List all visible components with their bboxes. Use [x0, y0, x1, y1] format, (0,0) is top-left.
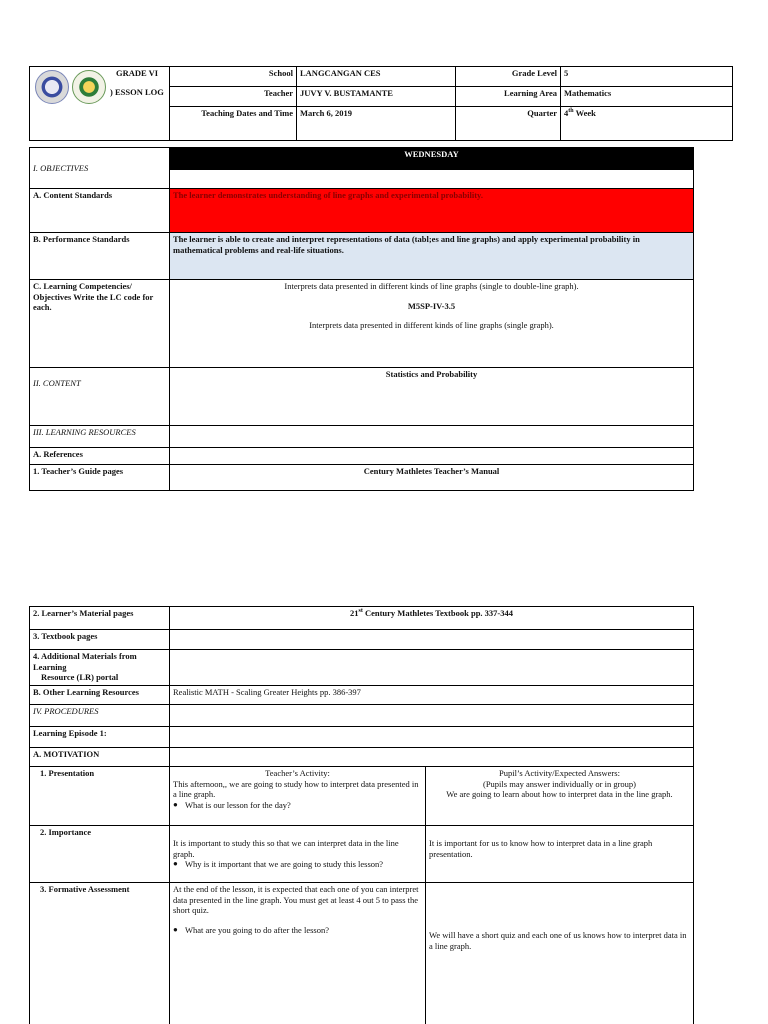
- teachers-guide-value: Century Mathletes Teacher’s Manual: [170, 465, 694, 491]
- additional-materials-empty: [170, 650, 694, 686]
- header-table: [29, 66, 733, 141]
- learners-material-value: 21st Century Mathletes Textbook pp. 337-344: [170, 607, 694, 630]
- quarter-label: Quarter: [456, 107, 561, 141]
- learning-area-label: Learning Area: [456, 87, 561, 107]
- importance-question: ● Why is it important that we are going to study this lesson?: [173, 859, 422, 870]
- resources-empty: [170, 426, 694, 448]
- presentation-teacher-text: This afternoon,, we are going to study how to interpret data presented in a line graph.: [173, 778, 419, 800]
- competency-1: Interprets data presented in different kinds of line graphs (single to double-line graph).: [284, 281, 579, 291]
- learning-area-value: Mathematics: [561, 87, 733, 107]
- motivation-empty: [170, 748, 694, 767]
- day-spacer: [170, 170, 694, 189]
- textbook-label: 3. Textbook pages: [30, 630, 170, 650]
- objectives-heading: I. OBJECTIVES: [30, 148, 170, 189]
- procedures-heading: IV. PROCEDURES: [30, 705, 170, 727]
- content-heading: II. CONTENT: [30, 368, 170, 426]
- learning-episode-empty: [170, 727, 694, 748]
- grade-title: GRADE VI: [116, 68, 159, 78]
- dates-value: March 6, 2019: [297, 107, 456, 141]
- competency-2: Interprets data presented in different kinds of line graphs (single graph).: [309, 320, 554, 331]
- teacher-value: JUVY V. BUSTAMANTE: [297, 87, 456, 107]
- performance-standards-label: B. Performance Standards: [30, 233, 170, 280]
- formative-teacher-text: At the end of the lesson, it is expected that each one of you can interpret data presented in the line graph. You must get at least 4 out 5 to pass the short quiz.: [173, 884, 419, 916]
- school-label: School: [170, 67, 297, 87]
- other-resources-label: B. Other Learning Resources: [30, 686, 170, 705]
- teachers-guide-label: 1. Teacher’s Guide pages: [30, 465, 170, 491]
- importance-teacher-cell: [170, 826, 426, 883]
- grade-level-label: Grade Level: [456, 67, 561, 87]
- additional-materials-label: 4. Additional Materials from Learning Resource (LR) portal: [30, 650, 170, 686]
- content-value: Statistics and Probability: [170, 368, 694, 426]
- learning-episode-label: Learning Episode 1:: [30, 727, 170, 748]
- presentation-label: 1. Presentation: [30, 767, 170, 826]
- competencies-label: C. Learning Competencies/ Objectives Write the LC code for each.: [30, 280, 170, 368]
- formative-teacher-cell: [170, 883, 426, 1024]
- performance-standards-value: The learner is able to create and interpret representations of data (tabl;es and line graphs) and apply experimental probability in mathematical problems and real-life situations.: [170, 233, 694, 280]
- pupil-activity-heading: Pupil’s Activity/Expected Answers:: [499, 768, 620, 778]
- objectives-table: [29, 147, 694, 491]
- presentation-question: ● What is our lesson for the day?: [173, 800, 422, 811]
- competencies-cell: [170, 280, 694, 368]
- references-label: A. References: [30, 448, 170, 465]
- presentation-pupil-answer: We are going to learn about how to interpret data in the line graph.: [446, 789, 673, 800]
- presentation-pupil-cell: [426, 767, 694, 826]
- motivation-heading: A. MOTIVATION: [30, 748, 170, 767]
- procedures-table: [29, 606, 694, 1024]
- division-seal-icon: [72, 70, 106, 104]
- content-standards-value: The learner demonstrates understanding of line graphs and experimental probability.: [170, 189, 694, 233]
- school-value: LANGCANGAN CES: [297, 67, 456, 87]
- day-header: WEDNESDAY: [170, 148, 694, 170]
- teacher-activity-heading: Teacher’s Activity:: [265, 768, 330, 778]
- importance-teacher-text: It is important to study this so that we can interpret data in the line graph.: [173, 838, 399, 859]
- grade-level-value: 5: [561, 67, 733, 87]
- quarter-value: 4th Week: [561, 107, 733, 141]
- teacher-label: Teacher: [170, 87, 297, 107]
- dates-label: Teaching Dates and Time: [170, 107, 297, 141]
- learners-material-label: 2. Learner’s Material pages: [30, 607, 170, 630]
- content-standards-label: A. Content Standards: [30, 189, 170, 233]
- references-empty: [170, 448, 694, 465]
- importance-pupil-cell: [426, 826, 694, 883]
- importance-label: 2. Importance: [30, 826, 170, 883]
- competency-code: M5SP-IV-3.5: [407, 300, 456, 311]
- other-resources-value: Realistic MATH - Scaling Greater Heights pp. 386-397: [170, 686, 694, 705]
- importance-pupil-answer: It is important for us to know how to interpret data in a line graph presentation.: [429, 838, 653, 859]
- procedures-empty: [170, 705, 694, 727]
- header-logo-cell: [30, 67, 170, 141]
- deped-seal-icon: [35, 70, 69, 104]
- formative-pupil-cell: [426, 883, 694, 1024]
- resources-heading: III. LEARNING RESOURCES: [30, 426, 170, 448]
- presentation-teacher-cell: [170, 767, 426, 826]
- lesson-log-title: ) ESSON LOG: [110, 87, 164, 97]
- textbook-empty: [170, 630, 694, 650]
- formative-question: ● What are you going to do after the lesson?: [173, 925, 422, 936]
- formative-assessment-label: 3. Formative Assessment: [30, 883, 170, 1024]
- pupil-activity-note: (Pupils may answer individually or in group): [483, 778, 636, 789]
- formative-pupil-answer: We will have a short quiz and each one of us knows how to interpret data in a line graph.: [429, 930, 687, 951]
